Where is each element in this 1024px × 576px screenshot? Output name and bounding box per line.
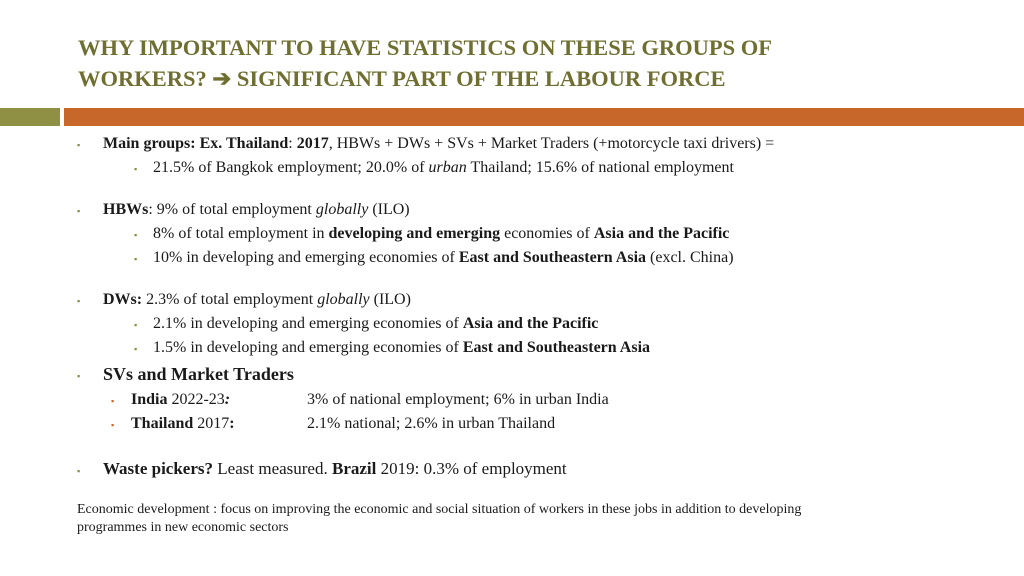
hbws-label: HBWs: [103, 201, 149, 218]
sub-bullet-icon: ▪: [111, 396, 115, 406]
bullet-icon: ▪: [77, 140, 81, 150]
dws-subitem-1: 2.1% in developing and emerging economies of Asia and the Pacific: [153, 315, 599, 332]
main-groups-item: Main groups: Ex. Thailand: 2017, HBWs + DWs + SVs + Market Traders (+motorcycle taxi drivers) =: [103, 135, 775, 152]
waste-pickers-item: Waste pickers? Least measured. Brazil 2019: 0.3% of employment: [103, 459, 567, 478]
hbws-subitem-2: 10% in developing and emerging economies of East and Southeastern Asia (excl. China): [153, 249, 734, 266]
svs-thailand-label: Thailand 2017:: [131, 415, 235, 432]
bullet-icon: ▪: [77, 466, 81, 476]
waste-pickers-label: Waste pickers?: [103, 459, 214, 478]
footer-note: [77, 501, 977, 537]
footer-line1: Economic development : focus on improving the economic and social situation of workers in these jobs in addition to developing: [77, 502, 802, 517]
svs-thailand-value: 2.1% national; 2.6% in urban Thailand: [307, 415, 556, 432]
title-line2-end: SIGNIFICANT PART OF THE LABOUR FORCE: [236, 66, 726, 91]
hbws-item: HBWs: 9% of total employment globally (ILO): [103, 201, 410, 218]
hbws-subitem-1: 8% of total employment in developing and emerging economies of Asia and the Pacific: [153, 225, 730, 242]
footer-line2: programmes in new economic sectors: [77, 520, 289, 535]
bullet-icon: ▪: [77, 296, 81, 306]
sub-bullet-icon: ▪: [134, 230, 138, 240]
main-groups-year: 2017: [296, 135, 329, 152]
sub-bullet-icon: ▪: [111, 420, 115, 430]
right-arrow-icon: ➔: [212, 66, 232, 91]
main-groups-subitem: 21.5% of Bangkok employment; 20.0% of urban Thailand; 15.6% of national employment: [153, 159, 734, 176]
dws-subitem-2: 1.5% in developing and emerging economies of East and Southeastern Asia: [153, 339, 651, 356]
bullet-icon: ▪: [77, 371, 81, 381]
svs-india-label: India 2022-23:: [131, 391, 231, 408]
bullet-icon: ▪: [77, 206, 81, 216]
sub-bullet-icon: ▪: [134, 344, 138, 354]
dws-label: DWs:: [103, 291, 143, 308]
title-line1: WHY IMPORTANT TO HAVE STATISTICS ON THESE GROUPS OF: [78, 35, 772, 60]
sub-bullet-icon: ▪: [134, 254, 138, 264]
sub-bullet-icon: ▪: [134, 320, 138, 330]
svs-item: [103, 362, 294, 386]
dws-item: DWs: 2.3% of total employment globally (ILO): [103, 291, 411, 308]
sub-bullet-icon: ▪: [134, 164, 138, 174]
title-line2-start: WORKERS?: [78, 66, 207, 91]
svs-india-value: 3% of national employment; 6% in urban India: [307, 391, 609, 408]
main-groups-label: Main groups: Ex. Thailand: [103, 135, 289, 152]
svs-label: SVs and Market Traders: [103, 364, 294, 384]
